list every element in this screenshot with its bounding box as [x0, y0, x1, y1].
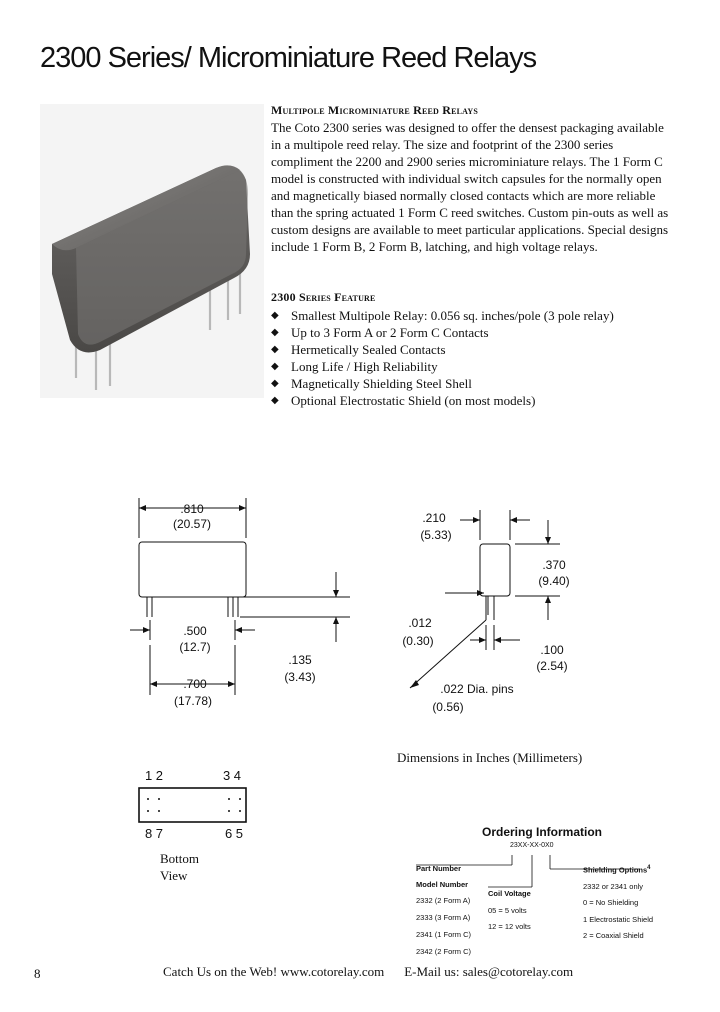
dim-width-mm: (5.33): [420, 528, 452, 542]
dim-length-in: .810: [180, 502, 204, 516]
features-list: [271, 307, 614, 409]
page-number: 8: [34, 966, 41, 981]
diamond-bullet-icon: ◆: [271, 344, 279, 355]
dim-pin-length-mm: (3.43): [284, 670, 316, 684]
model-2333: 2333 (3 Form A): [416, 913, 471, 922]
footer-web-link[interactable]: Catch Us on the Web! www.cotorelay.com: [163, 964, 385, 979]
dim-standoff-in: .012: [408, 616, 432, 630]
pins-3-4: 3 4: [222, 768, 242, 783]
diamond-bullet-icon: ◆: [271, 361, 279, 372]
ordering-info: [400, 825, 700, 955]
model-2332: 2332 (2 Form A): [416, 896, 471, 905]
model-2341: 2341 (1 Form C): [416, 930, 472, 939]
coil-voltage-label: Coil Voltage: [488, 889, 531, 898]
pinout-diagram: [139, 768, 246, 841]
dim-length-mm: (20.57): [172, 517, 212, 531]
diamond-bullet-icon: ◆: [271, 378, 279, 389]
dim-pin-dia-mm: (0.56): [432, 700, 464, 714]
intro-heading: Multipole Microminiature Reed Relays: [271, 103, 479, 117]
shield-0: 0 = No Shielding: [583, 898, 639, 907]
features-heading: 2300 Series Feature: [271, 290, 376, 304]
shielding-scope: 2332 or 2341 only: [583, 882, 644, 891]
dim-pin-spacing-in: .500: [183, 624, 207, 638]
pins-1-2: 1 2: [144, 768, 164, 783]
intro-section: [271, 102, 671, 255]
dim-standoff-mm: (0.30): [402, 634, 434, 648]
dim-width-in: .210: [422, 511, 446, 525]
ordering-title: Ordering Information: [482, 825, 602, 839]
dim-height-mm: (9.40): [538, 574, 570, 588]
diamond-bullet-icon: ◆: [271, 395, 279, 406]
dim-pin-spacing-mm: (12.7): [179, 640, 211, 654]
dimension-drawing: [0, 480, 720, 860]
relay-photo: [40, 104, 264, 398]
dim-pin-span-mm: (17.78): [173, 694, 213, 708]
list-item: ◆ Hermetically Sealed Contacts: [271, 342, 446, 357]
footer-email-link[interactable]: E-Mail us: sales@cotorelay.com: [404, 964, 574, 979]
part-number-label: Part Number: [416, 864, 462, 873]
dim-row-spacing-in: .100: [540, 643, 564, 657]
dim-height-in: .370: [542, 558, 566, 572]
dim-row-spacing-mm: (2.54): [536, 659, 568, 673]
shield-2: 2 = Coaxial Shield: [583, 931, 644, 940]
list-item: ◆ Long Life / High Reliability: [271, 359, 438, 374]
dim-pin-dia-in: .022 Dia. pins: [440, 682, 514, 696]
footer: [163, 964, 593, 980]
dimensions-caption: Dimensions in Inches (Millimeters): [397, 750, 583, 765]
pins-8-7: 8 7: [144, 826, 164, 841]
model-number-label: Model Number: [416, 880, 469, 889]
diamond-bullet-icon: ◆: [271, 310, 279, 321]
pins-6-5: 6 5: [224, 826, 244, 841]
list-item: ◆ Optional Electrostatic Shield (on most models): [271, 393, 536, 408]
shielding-label: Shielding Options$^4$: [583, 865, 651, 875]
bottom-view-label: Bottom View: [160, 851, 200, 883]
voltage-12: 12 = 12 volts: [488, 922, 531, 931]
page-title: 2300 Series/ Microminiature Reed Relays: [40, 42, 537, 74]
intro-paragraph: The Coto 2300 series was designed to offer the densest packaging available in a multipole reed relay. The size and footprint of the 2300 series compliment the 2200 and 2900 series microminiature relays. The 1 Form C model is constructed with individual switch capsules for the normally open and magnetically biased normally closed contacts which are more reliable than the spring actuated 1 Form C reed switches. Custom pin-outs as well as custom designs are available to meet particular applications. Special designs include 1 Form B, 2 Form B, latching, and high voltage relays.: [271, 120, 669, 254]
model-2342: 2342 (2 Form C): [416, 947, 472, 956]
diamond-bullet-icon: ◆: [271, 327, 279, 338]
ordering-code: 23XX-XX-0X0: [510, 842, 554, 849]
voltage-05: 05 = 5 volts: [488, 906, 527, 915]
shield-1: 1 Electrostatic Shield: [583, 915, 654, 924]
list-item: ◆ Smallest Multipole Relay: 0.056 sq. inches/pole (3 pole relay): [271, 308, 614, 323]
list-item: ◆ Up to 3 Form A or 2 Form C Contacts: [271, 325, 489, 340]
dim-pin-span-in: .700: [183, 677, 207, 691]
dim-pin-length-in: .135: [288, 653, 312, 667]
list-item: ◆ Magnetically Shielding Steel Shell: [271, 376, 472, 391]
